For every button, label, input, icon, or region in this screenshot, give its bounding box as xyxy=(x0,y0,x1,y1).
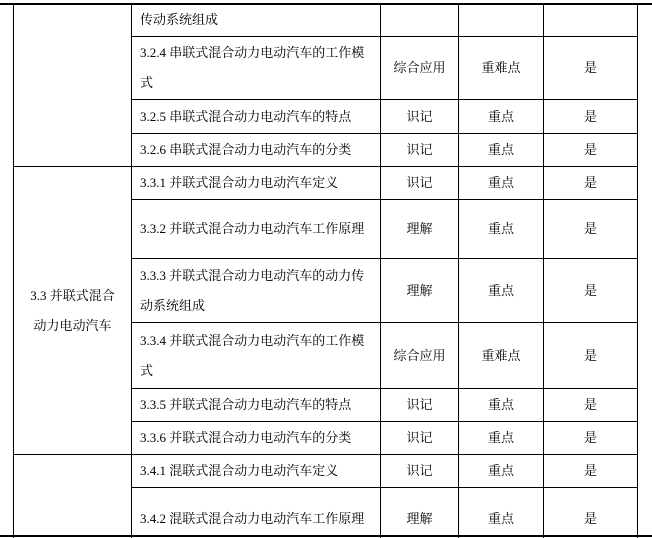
required-cell: 是 xyxy=(544,259,638,323)
topic-cell: 3.2.4 串联式混合动力电动汽车的工作模式 xyxy=(132,37,381,100)
level-cell: 识记 xyxy=(381,134,459,167)
topic-cell: 3.4.1 混联式混合动力电动汽车定义 xyxy=(132,455,381,488)
table-row xyxy=(14,167,638,200)
topic-cell: 3.3.5 并联式混合动力电动汽车的特点 xyxy=(132,389,381,422)
topic-cell: 3.2.5 串联式混合动力电动汽车的特点 xyxy=(132,100,381,134)
topic-cell: 3.4.2 混联式混合动力电动汽车工作原理 xyxy=(132,488,381,538)
required-cell: 是 xyxy=(544,167,638,200)
importance-cell: 重点 xyxy=(459,100,544,134)
importance-cell: 重点 xyxy=(459,389,544,422)
required-cell: 是 xyxy=(544,389,638,422)
topic-cell: 3.3.3 并联式混合动力电动汽车的动力传动系统组成 xyxy=(132,259,381,323)
required-cell: 是 xyxy=(544,323,638,389)
required-cell: 是 xyxy=(544,37,638,100)
table-row xyxy=(14,4,638,37)
importance-cell: 重点 xyxy=(459,200,544,259)
category-cell xyxy=(14,4,132,167)
required-cell: 是 xyxy=(544,488,638,538)
category-label-line2: 动力电动汽车 xyxy=(33,317,112,333)
category-cell xyxy=(14,167,132,455)
importance-cell: 重点 xyxy=(459,167,544,200)
importance-cell: 重点 xyxy=(459,422,544,455)
importance-cell: 重点 xyxy=(459,134,544,167)
required-cell: 是 xyxy=(544,100,638,134)
importance-cell xyxy=(459,4,544,37)
level-cell: 综合应用 xyxy=(381,323,459,389)
topic-cell: 3.2.6 串联式混合动力电动汽车的分类 xyxy=(132,134,381,167)
required-cell: 是 xyxy=(544,200,638,259)
level-cell: 识记 xyxy=(381,455,459,488)
importance-cell: 重难点 xyxy=(459,37,544,100)
level-cell: 识记 xyxy=(381,422,459,455)
importance-cell: 重点 xyxy=(459,259,544,323)
level-cell: 理解 xyxy=(381,488,459,538)
topic-cell: 传动系统组成 xyxy=(132,4,381,37)
topic-cell: 3.3.1 并联式混合动力电动汽车定义 xyxy=(132,167,381,200)
level-cell xyxy=(381,4,459,37)
importance-cell: 重难点 xyxy=(459,323,544,389)
level-cell: 识记 xyxy=(381,389,459,422)
required-cell: 是 xyxy=(544,134,638,167)
level-cell: 识记 xyxy=(381,167,459,200)
required-cell xyxy=(544,4,638,37)
topic-cell: 3.3.4 并联式混合动力电动汽车的工作模式 xyxy=(132,323,381,389)
required-cell: 是 xyxy=(544,455,638,488)
required-cell: 是 xyxy=(544,422,638,455)
level-cell: 理解 xyxy=(381,259,459,323)
importance-cell: 重点 xyxy=(459,455,544,488)
level-cell: 理解 xyxy=(381,200,459,259)
level-cell: 综合应用 xyxy=(381,37,459,100)
importance-cell: 重点 xyxy=(459,488,544,538)
topic-cell: 3.3.2 并联式混合动力电动汽车工作原理 xyxy=(132,200,381,259)
table-row xyxy=(14,455,638,488)
category-cell xyxy=(14,455,132,538)
table-bottom-border xyxy=(0,535,652,537)
category-label-line1: 3.3 并联式混合 xyxy=(30,287,115,303)
syllabus-table xyxy=(13,3,638,538)
level-cell: 识记 xyxy=(381,100,459,134)
topic-cell: 3.3.6 并联式混合动力电动汽车的分类 xyxy=(132,422,381,455)
